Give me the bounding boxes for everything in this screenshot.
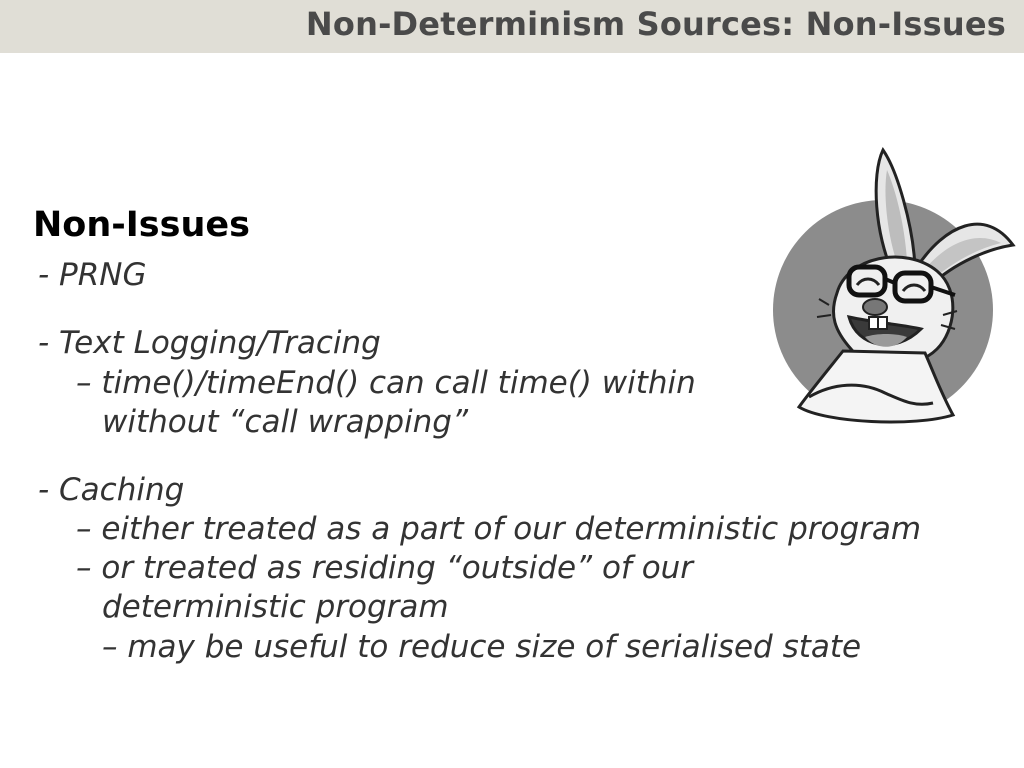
bullet-prng: - PRNG	[38, 257, 147, 293]
sub-bullet-caching-outside-program: – or treated as residing “outside” of our	[76, 550, 694, 586]
sub-bullet-time-calls-continued: without “call wrapping”	[102, 404, 469, 440]
sub-bullet-serialised-state: – may be useful to reduce size of serialised state	[102, 629, 862, 665]
slide-title: Non-Determinism Sources: Non-Issues	[305, 5, 1006, 43]
sub-bullet-time-calls: – time()/timeEnd() can call time() within	[76, 365, 696, 401]
rabbit-nose	[863, 299, 887, 315]
bullet-text-logging: - Text Logging/Tracing	[38, 325, 381, 361]
section-heading: Non-Issues	[33, 205, 250, 245]
sub-bullet-caching-part-of-program: – either treated as a part of our deterministic program	[76, 511, 922, 547]
sub-bullet-caching-outside-continued: deterministic program	[102, 589, 449, 625]
laughing-rabbit-with-glasses-icon	[765, 145, 1020, 430]
title-bar	[0, 0, 1024, 53]
bullet-caching: - Caching	[38, 472, 185, 508]
